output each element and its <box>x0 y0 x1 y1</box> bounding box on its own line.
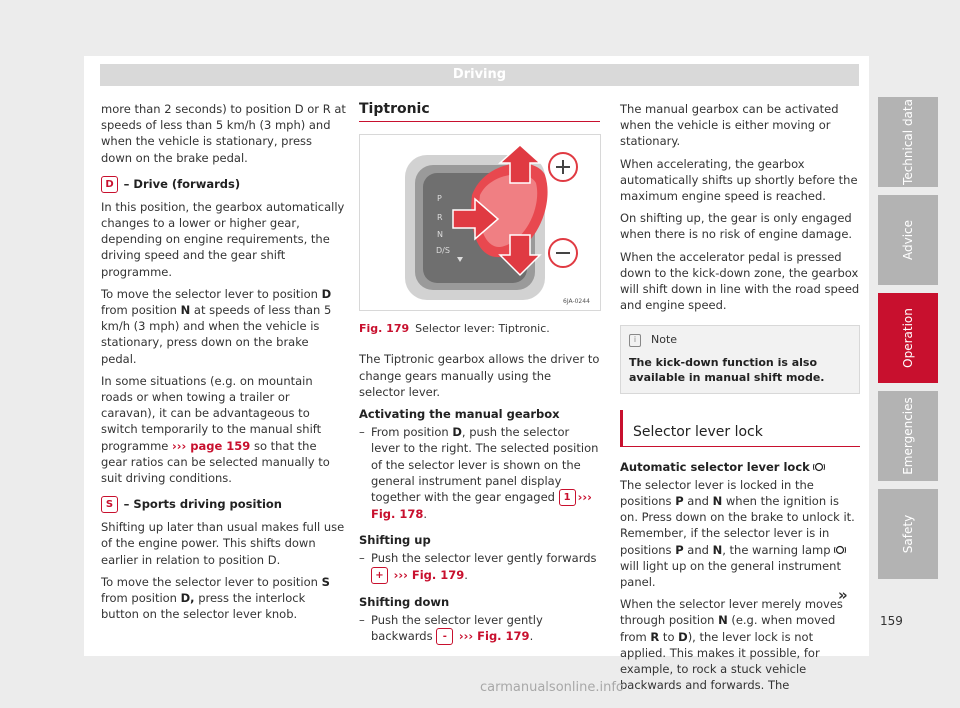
paragraph: To move the selector lever to position S from position D, press the interlock button on the selector lever knob. <box>101 574 330 622</box>
figure-code: 6JA-0244 <box>563 298 590 306</box>
page-header: Driving <box>100 64 859 86</box>
paragraph: The Tiptronic gearbox allows the driver to change gears manually using the selector lever. <box>359 352 600 399</box>
gate-label: N <box>437 230 443 240</box>
paragraph: The manual gearbox can be activated when the vehicle is either moving or stationary. <box>620 102 839 149</box>
drive-heading <box>101 176 346 193</box>
paragraph: To move the selector lever to position D from position N at speeds of less than 5 km/h (3 mph) and when the vehicle is stationary, press down on the brake pedal. <box>101 286 332 366</box>
paragraph: When the selector lever merely moves through position N (e.g. when moved from R to D), the lever lock is not applied. This makes it possible, for example, to rock a stuck vehicle backwards and forwards. The <box>620 597 843 693</box>
paragraph: When the accelerator pedal is pressed down to the kick-down zone, the gearbox will shift down in line with the road speed and engine speed. <box>620 249 860 313</box>
continue-arrow-icon: » <box>838 586 848 604</box>
section-title-lever-lock: Selector lever lock <box>620 410 860 447</box>
figure-link[interactable]: ››› Fig. 179 <box>393 567 465 582</box>
gate-label: D/S <box>436 246 450 256</box>
column-2 <box>359 101 600 645</box>
selector-lever-illustration <box>360 135 600 310</box>
watermark: carmanualsonline.info <box>480 680 624 695</box>
gate-label: P <box>437 194 442 204</box>
step-item: – Push the selector lever gently forwards + ››› Fig. 179. <box>359 551 597 582</box>
page-number: 159 <box>880 614 903 628</box>
note-header <box>629 332 851 348</box>
note-box <box>620 325 860 393</box>
subheading-down: Shifting down <box>359 594 450 609</box>
d-badge: D <box>101 176 118 193</box>
figure-link[interactable]: ››› Fig. 178 <box>371 490 592 522</box>
paragraph: more than 2 seconds) to position D or R at speeds of less than 5 km/h (3 mph) and when the vehicle is stationary, press down on the brake pedal. <box>101 102 346 165</box>
minus-badge: - <box>436 628 453 645</box>
column-3 <box>620 101 860 699</box>
step-item: – From position D, push the selector lever to the right. The selected position of the selector lever is shown on the general instrument panel display together with the gear engaged 1 ››› Fig. 178. <box>359 425 599 522</box>
drive-title: – Drive (forwards) <box>123 176 241 191</box>
column-1 <box>101 101 346 628</box>
plus-badge: + <box>371 567 388 584</box>
warning-lamp-icon <box>813 462 825 472</box>
warning-lamp-icon <box>834 545 846 555</box>
info-icon: i <box>629 334 641 347</box>
note-label: Note <box>651 333 678 347</box>
paragraph: In some situations (e.g. on mountain roads or when towing a trailer or caravan), it can be advantageous to switch temporarily to the manual shift programme ››› page 159 so that the gear ratios can be selected manually to suit driving conditions. <box>101 373 330 486</box>
tab-technical-data[interactable]: Technical data <box>878 97 938 187</box>
step-item: – Push the selector lever gently backwards - ››› Fig. 179. <box>359 612 543 644</box>
subheading-activate: Activating the manual gearbox <box>359 407 560 422</box>
paragraph: Shifting up later than usual makes full use of the engine power. This shifts down earlier in relation to position D. <box>101 520 345 567</box>
paragraph: In this position, the gearbox automatically changes to a lower or higher gear, depending on engine requirements, the driving speed and the gear shift programme. <box>101 199 345 279</box>
tab-safety[interactable]: Safety <box>878 489 938 579</box>
tab-advice[interactable]: Advice <box>878 195 938 285</box>
gate-label: R <box>437 213 443 223</box>
sports-heading <box>101 496 346 513</box>
paragraph: The selector lever is locked in the positions P and N when the ignition is on. Press down on the brake to unlock it. Remember, if the selector lever is in positions P and N, the warning lamp will light up on the general instrument panel. <box>620 477 855 590</box>
tab-emergencies[interactable]: Emergencies <box>878 391 938 481</box>
figure-link[interactable]: ››› Fig. 179 <box>458 629 530 644</box>
paragraph: When accelerating, the gearbox automatically shifts up shortly before the maximum engine speed is reached. <box>620 156 858 204</box>
subheading-auto-lock: Automatic selector lever lock <box>620 459 860 475</box>
figure-tiptronic <box>359 134 601 311</box>
tab-operation[interactable]: Operation <box>878 293 938 383</box>
note-text: The kick-down function is also available in manual shift mode. <box>629 355 825 384</box>
figure-caption: Fig. 179 Selector lever: Tiptronic. <box>359 322 550 336</box>
s-badge: S <box>101 496 118 513</box>
subheading-up: Shifting up <box>359 533 431 548</box>
page-link[interactable]: ››› page 159 <box>172 438 251 453</box>
paragraph: On shifting up, the gear is only engaged when there is no risk of engine damage. <box>620 211 853 242</box>
sports-title: – Sports driving position <box>123 497 282 512</box>
display-callout-badge: 1 <box>559 489 576 506</box>
section-title-tiptronic: Tiptronic <box>359 101 600 122</box>
